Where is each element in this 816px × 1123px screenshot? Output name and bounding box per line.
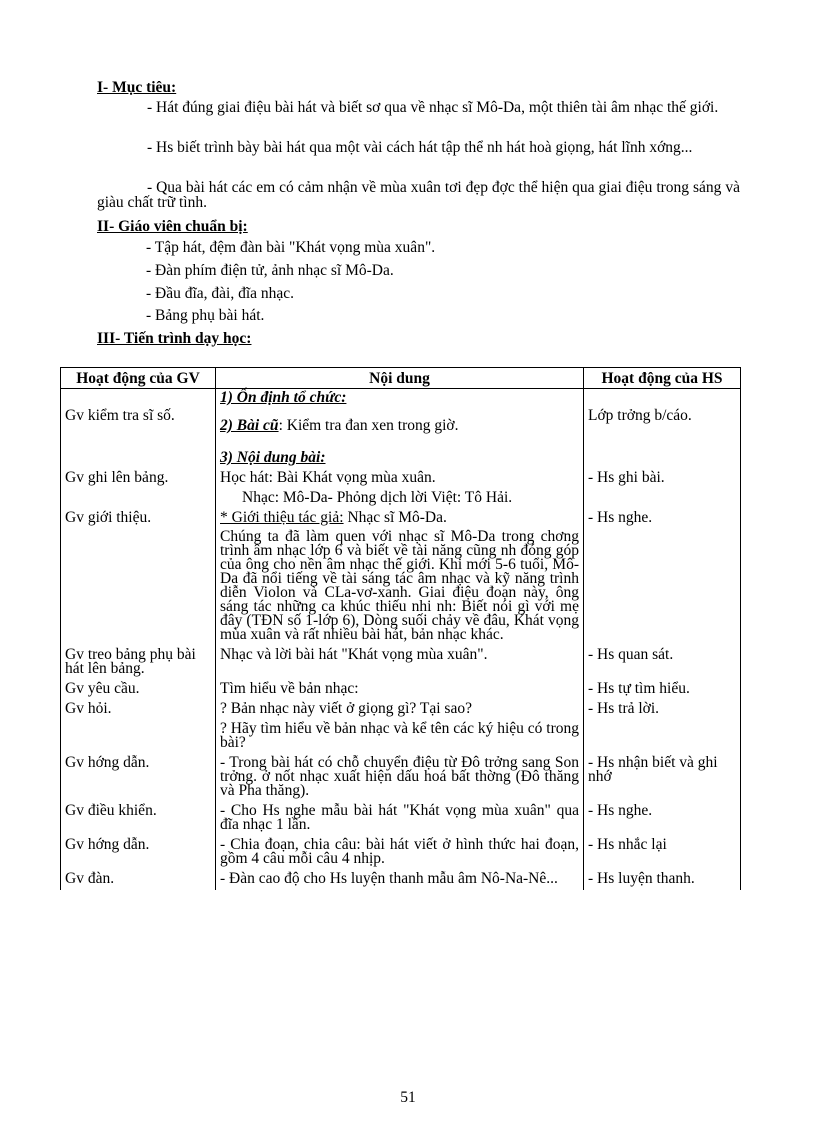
table-row (61, 680, 741, 700)
question-2: ? Hãy tìm hiểu về bản nhạc và kể tên các ký hiệu có trong bài? (220, 720, 579, 751)
preparation-title: II- Giáo viên chuẩn bị: (97, 218, 248, 235)
hs-cell: - Hs trả lời. (588, 700, 660, 717)
gv-cell: Gv kiểm tra sĩ số. (65, 407, 175, 424)
hs-cell: Lớp trởng b/cáo. (588, 407, 692, 424)
table-row (61, 870, 741, 890)
author-intro-text: Nhạc sĩ Mô-Da. (343, 509, 447, 526)
hs-cell: - Hs nhận biết và ghi nhớ (588, 754, 718, 785)
table-row (61, 646, 741, 680)
content-cell: Nhạc và lời bài hát "Khát vọng mùa xuân". (220, 646, 488, 663)
author-intro-heading: * Giới thiệu tác giả: (220, 509, 344, 526)
header-content: Nội dung (216, 368, 584, 389)
question-1: ? Bản nhạc này viết ở giọng gì? Tại sao? (220, 700, 472, 717)
table-header-row (61, 368, 741, 389)
table-row (61, 449, 741, 509)
preparation-item-4: - Bảng phụ bài hát. (146, 307, 265, 324)
objective-1: - Hát đúng giai điệu bài hát và biết sơ qua về nhạc sĩ Mô-Da, một thiên tài âm nhạc thế giới. (147, 99, 719, 116)
table-row (61, 700, 741, 754)
preparation-item-3: - Đầu đĩa, đài, đĩa nhạc. (146, 285, 295, 302)
gv-cell: Gv yêu cầu. (65, 680, 140, 697)
song-title-line: Học hát: Bài Khát vọng mùa xuân. (220, 469, 436, 486)
objective-3: - Qua bài hát các em có cảm nhận về mùa xuân tơi đẹp đợc thể hiện qua giai điệu trong sáng và giàu chất trữ tình. (97, 179, 740, 211)
old-lesson-line (220, 419, 579, 433)
content-cell: Tìm hiểu về bản nhạc: (220, 680, 359, 697)
gv-cell: Gv hớng dẫn. (65, 836, 150, 853)
page-number: 51 (400, 1089, 416, 1106)
table-row (61, 802, 741, 836)
author-intro-paragraph: Chúng ta đã làm quen với nhạc sĩ Mô-Da trong chơng trình âm nhạc lớp 6 và biết về tài năng cũng nh đóng góp của ông cho nền âm nhạc thế giới. Khi mới 5-6 tuổi, Mô-Da đã nổi tiếng về tài sáng tác âm nhạc và kỹ năng trình diễn Violon và CLa-vơ-xanh. Giai điệu đoạn này, ông sáng tác những ca khúc thiếu nhi nh: Biết nói gì với mẹ đây (TĐN số 1-lớp 6), Dòng suối chảy về đâu, Khát vọng mùa xuân và rất nhiều bài hát, bản nhạc khác. (220, 528, 579, 643)
hs-cell: - Hs nghe. (588, 509, 653, 526)
table-row (61, 836, 741, 870)
objectives-title: I- Mục tiêu: (97, 79, 177, 96)
content-cell: - Chia đoạn, chia câu: bài hát viết ở hình thức hai đoạn, gồm 4 câu mỗi câu 4 nhịp. (220, 836, 579, 867)
table-row (61, 509, 741, 646)
gv-cell: Gv ghi lên bảng. (65, 469, 169, 486)
content-cell: - Đàn cao độ cho Hs luyện thanh mẫu âm Nô-Na-Nê... (220, 870, 558, 887)
process-title: III- Tiến trình dạy học: (97, 330, 252, 347)
org-heading: 1) Ổn định tổ chức: (220, 389, 347, 406)
content-cell: - Cho Hs nghe mẫu bài hát "Khát vọng mùa xuân" qua đĩa nhạc 1 lần. (220, 802, 579, 833)
hs-cell: - Hs nhắc lại (588, 836, 667, 853)
gv-cell: Gv hỏi. (65, 700, 112, 717)
gv-cell: Gv đàn. (65, 870, 115, 887)
table-row (61, 389, 741, 450)
preparation-item-2: - Đàn phím điện tử, ảnh nhạc sĩ Mô-Da. (146, 262, 394, 279)
hs-cell: - Hs tự tìm hiểu. (588, 680, 690, 697)
preparation-item-1: - Tập hát, đệm đàn bài "Khát vọng mùa xuân". (146, 239, 436, 256)
header-teacher-activity: Hoạt động của GV (61, 368, 216, 389)
hs-cell: - Hs nghe. (588, 802, 653, 819)
hs-cell: - Hs ghi bài. (588, 469, 665, 486)
table-row (61, 754, 741, 802)
song-credit-line: Nhạc: Mô-Da- Phỏng dịch lời Việt: Tô Hải. (242, 489, 513, 506)
gv-cell: Gv treo bảng phụ bài hát lên bảng. (65, 646, 196, 677)
gv-cell: Gv điều khiển. (65, 802, 157, 819)
hs-cell: - Hs luyện thanh. (588, 870, 695, 887)
author-intro-line (220, 511, 579, 525)
gv-cell: Gv hớng dẫn. (65, 754, 150, 771)
hs-cell: - Hs quan sát. (588, 646, 674, 663)
content-cell: - Trong bài hát có chỗ chuyển điệu từ Đô trởng sang Son trởng. ở nốt nhạc xuất hiện dấu hoá bất thờng (Đô thăng và Pha thăng). (220, 754, 579, 799)
objective-2: - Hs biết trình bày bài hát qua một vài cách hát tập thể nh hát hoà giọng, hát lĩnh xớng... (147, 139, 693, 156)
header-student-activity: Hoạt động của HS (584, 368, 741, 389)
new-lesson-heading: 3) Nội dung bài: (220, 449, 326, 466)
lesson-table (60, 367, 741, 890)
old-lesson-heading: 2) Bài cũ (220, 417, 279, 434)
old-lesson-text: : Kiểm tra đan xen trong giờ. (278, 417, 459, 434)
gv-cell: Gv giới thiệu. (65, 509, 152, 526)
